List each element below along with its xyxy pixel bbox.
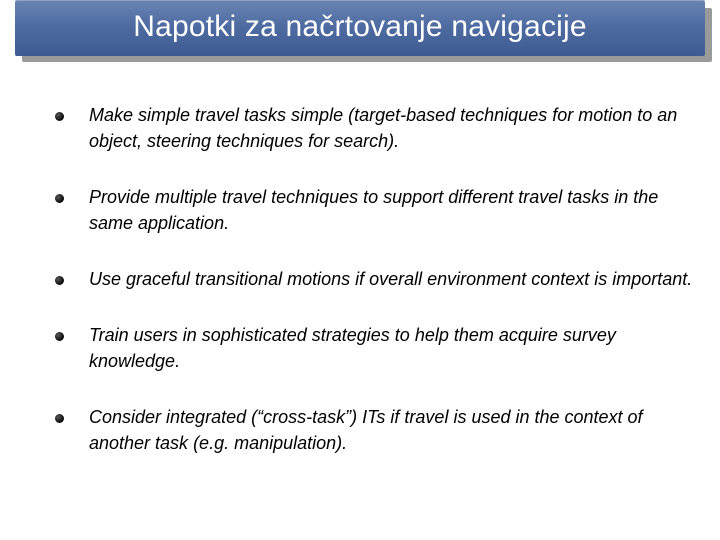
bullet-dot-icon [55,414,64,423]
bullet-dot-icon [55,112,64,121]
bullet-item [55,404,695,456]
bullet-dot-icon [55,276,64,285]
slide-title: Napotki za načrtovanje navigacije [133,10,587,43]
bullet-item [55,102,695,154]
bullet-text: Provide multiple travel techniques to support different travel tasks in the same application. [89,187,659,233]
bullet-item [55,266,695,292]
bullet-text: Use graceful transitional motions if overall environment context is important. [89,269,693,289]
bullet-item [55,184,695,236]
bullet-list [55,102,695,486]
bullet-dot-icon [55,332,64,341]
bullet-dot-icon [55,194,64,203]
bullet-item [55,322,695,374]
bullet-text: Train users in sophisticated strategies to help them acquire survey knowledge. [89,325,616,371]
title-bar [15,0,705,56]
bullet-text: Consider integrated (“cross-task”) ITs if travel is used in the context of another task (e.g. manipulation). [89,407,643,453]
bullet-text: Make simple travel tasks simple (target-based techniques for motion to an object, steering techniques for search). [89,105,678,151]
